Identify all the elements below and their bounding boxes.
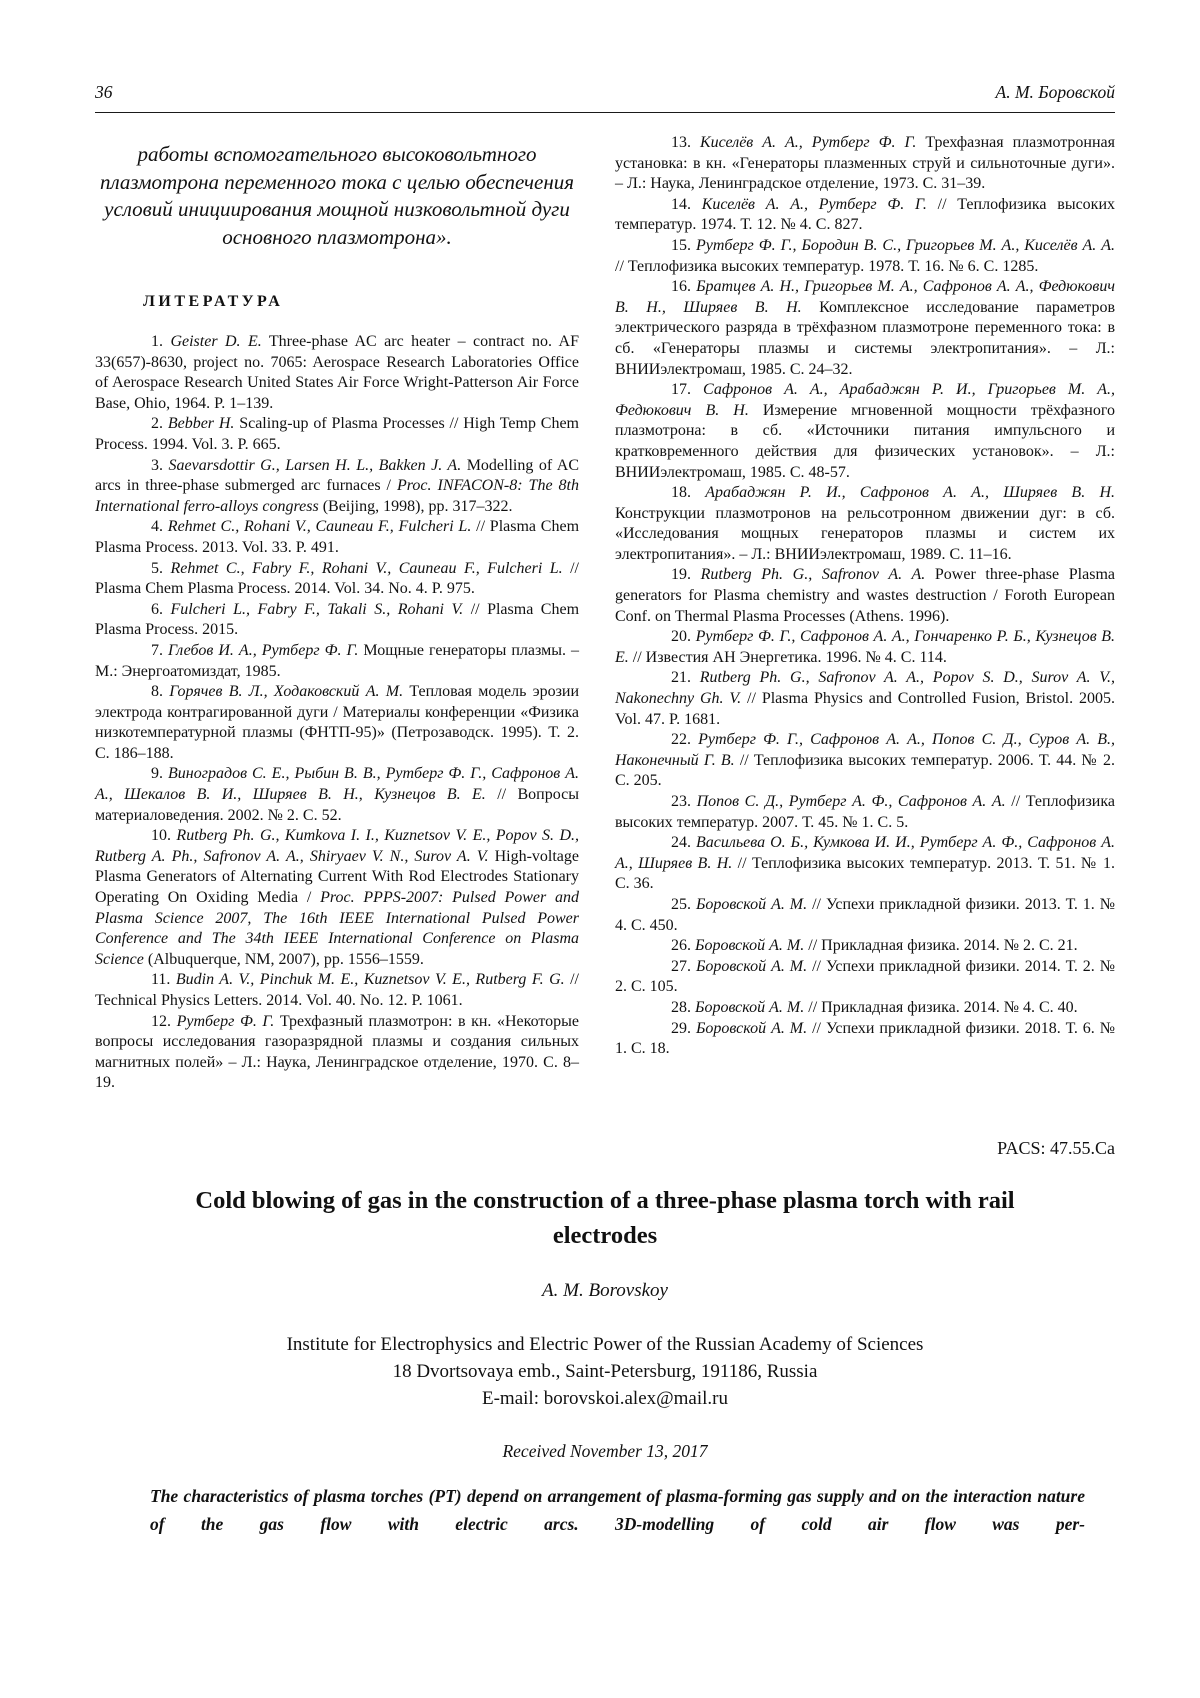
reference-item: 10. Rutberg Ph. G., Kumkova I. I., Kuznetsov V. E., Popov S. D., Rutberg A. Ph., Safronov A. A., Shiryaev V. N., Surov A. V. High-voltage Plasma Generators of Alternating Current With Rod Electrodes Stationary Operating On Oxiding Media / Proc. PPPS-2007: Pulsed Power and Plasma Science 2007, The 16th IEEE International Pulsed Power Conference and The 34th IEEE International Conference on Plasma Science (Albuquerque, NM, 2007), pp. 1556–1559. — [95, 827, 580, 968]
reference-item: 19. Rutberg Ph. G., Safronov A. A. Power three-phase Plasma generators for Plasma chemistry and wastes destruction / Foroth European Conf. on Thermal Plasma Processes (Athens. 1996). — [615, 566, 1115, 625]
running-header — [95, 82, 1115, 113]
running-head-author: А. М. Боровской — [995, 82, 1115, 102]
right-column — [615, 133, 1115, 1094]
abstract-text: The characteristics of plasma torches (PT) depend on arrangement of plasma-forming gas supply and on the interaction nature of the gas flow with electric arcs. 3D-modelling of cold air flow was per- — [150, 1485, 1085, 1534]
affiliation-block — [95, 1331, 1115, 1412]
two-column-reference-area — [95, 133, 1115, 1094]
reference-item: 16. Братцев А. Н., Григорьев М. А., Сафронов А. А., Федюкович В. Н., Ширяев В. Н. Комплексное исследование параметров электрического разряда в трёхфазном плазмотроне переменного тока: в сб. «Генераторы плазмы и системы электропитания». – Л.: ВНИИэлектромаш, 1985. С. 24–32. — [615, 278, 1115, 378]
reference-item: 20. Рутберг Ф. Г., Сафронов А. А., Гончаренко Р. Б., Кузнецов В. Е. // Известия АН Энергетика. 1996. № 4. С. 114. — [615, 628, 1116, 666]
reference-item: 9. Виноградов С. Е., Рыбин В. В., Рутберг Ф. Г., Сафронов А. А., Шекалов В. И., Ширяев В. Н., Кузнецов В. Е. // Вопросы материаловедения. 2002. № 2. С. 52. — [95, 765, 580, 824]
reference-item: 1. Geister D. E. Three-phase AC arc heater – contract no. AF 33(657)-8630, project no. 7065: Aerospace Research Laboratories Office of Aerospace Research United States Air Force Wright-Patterson Air Force Base, Ohio, 1964. P. 1–139. — [95, 333, 579, 412]
reference-item: 13. Киселёв А. А., Рутберг Ф. Г. Трехфазная плазмотронная установка: в кн. «Генераторы плазменных струй и сильноточные дуги». – Л.: Наука, Ленинградское отделение, 1973. С. 31–39. — [615, 134, 1116, 193]
reference-item: 22. Рутберг Ф. Г., Сафронов А. А., Попов С. Д., Суров А. В., Наконечный Г. В. // Теплофизика высоких температур. 2006. Т. 44. № 2. С. 205. — [615, 731, 1116, 790]
affiliation-institute: Institute for Electrophysics and Electric Power of the Russian Academy of Sciences — [286, 1333, 924, 1355]
reference-item: 18. Арабаджян Р. И., Сафронов А. А., Ширяев В. Н. Конструкции плазмотронов на рельсотронном движении дуг: в сб. «Исследования мощных генераторов плазмы и систем их электропитания». – Л.: ВНИИэлектромаш, 1989. С. 11–16. — [615, 484, 1115, 563]
affiliation-address: 18 Dvortsovaya emb., Saint-Petersburg, 191186, Russia — [392, 1360, 818, 1382]
page-number: 36 — [95, 82, 113, 102]
reference-item: 15. Рутберг Ф. Г., Бородин В. С., Григорьев М. А., Киселёв А. А. // Теплофизика высоких температур. 1978. Т. 16. № 6. С. 1285. — [615, 236, 1116, 275]
reference-item: 14. Киселёв А. А., Рутберг Ф. Г. // Теплофизика высоких температур. 1974. Т. 12. № 4. С. 827. — [615, 195, 1116, 234]
reference-item: 3. Saevarsdottir G., Larsen H. L., Bakken J. A. Modelling of AC arcs in three-phase submerged arc furnaces / Proc. INFACON-8: The 8th International ferro-alloys congress (Beijing, 1998), pp. 317–322. — [95, 456, 580, 515]
literature-heading: ЛИТЕРАТУРА — [143, 293, 284, 310]
reference-item: 26. Боровской А. М. // Прикладная физика. 2014. № 2. С. 21. — [671, 937, 1078, 955]
reference-list-left — [95, 332, 579, 1094]
reference-item: 8. Горячев В. Л., Ходаковский А. М. Тепловая модель эрозии электрода контрагированной дуги / Материалы конференции «Физика низкотемпературной плазмы (ФНТП-95)» (Петрозаводск. 1995). Т. 2. С. 186–188. — [95, 683, 580, 762]
left-column — [95, 133, 579, 1094]
reference-item: 24. Васильева О. Б., Кумкова И. И., Рутберг А. Ф., Сафронов А. А., Ширяев В. Н. // Теплофизика высоких температур. 2013. Т. 51. № 1. С. 36. — [615, 834, 1115, 893]
reference-list-right — [615, 133, 1115, 1060]
reference-item: 4. Rehmet C., Rohani V., Cauneau F., Fulcheri L. // Plasma Chem Plasma Process. 2013. Vol. 33. P. 491. — [95, 518, 580, 556]
reference-item: 2. Bebber H. Scaling-up of Plasma Processes // High Temp Chem Process. 1994. Vol. 3. P. 665. — [95, 415, 579, 453]
reference-item: 6. Fulcheri L., Fabry F., Takali S., Rohani V. // Plasma Chem Plasma Process. 2015. — [95, 600, 580, 639]
intro-quote-text: работы вспомогательного высоковольтного плазмотрона переменного тока с целью обеспечения условий инициирования мощной низковольтной дуги основного плазмотрона». — [99, 142, 575, 249]
reference-item: 7. Глебов И. А., Рутберг Ф. Г. Мощные генераторы плазмы. – М.: Энергоатомиздат, 1985. — [95, 641, 579, 680]
affiliation-email: E-mail: borovskoi.alex@mail.ru — [482, 1387, 728, 1409]
reference-item: 28. Боровской А. М. // Прикладная физика. 2014. № 4. С. 40. — [671, 998, 1078, 1016]
reference-item: 12. Рутберг Ф. Г. Трехфазный плазмотрон: в кн. «Некоторые вопросы исследования газоразрядной плазмы и создания сильных магнитных полей» – Л.: Наука, Ленинградское отделение, 1970. С. 8–19. — [95, 1012, 580, 1092]
pacs-code: PACS: 47.55.Ca — [997, 1137, 1115, 1158]
reference-item: 29. Боровской А. М. // Успехи прикладной физики. 2018. Т. 6. № 1. С. 18. — [615, 1019, 1116, 1058]
reference-item: 25. Боровской А. М. // Успехи прикладной физики. 2013. Т. 1. № 4. С. 450. — [615, 895, 1116, 934]
reference-item: 27. Боровской А. М. // Успехи прикладной физики. 2014. Т. 2. № 2. С. 105. — [615, 957, 1116, 996]
reference-item: 23. Попов С. Д., Рутберг А. Ф., Сафронов А. А. // Теплофизика высоких температур. 2007. Т. 45. № 1. С. 5. — [615, 793, 1115, 831]
article-header — [95, 1138, 1115, 1538]
article-author: A. M. Borovskoy — [542, 1279, 668, 1301]
article-title: Cold blowing of gas in the construction of a three-phase plasma torch with rail electrodes — [195, 1186, 1015, 1249]
received-date: Received November 13, 2017 — [502, 1440, 708, 1461]
reference-item: 17. Сафронов А. А., Арабаджян Р. И., Григорьев М. А., Федюкович В. Н. Измерение мгновенной мощности трёхфазного плазмотрона: в сб. «Источники питания импульсного и кратковременного действия для физических установок». – Л.: ВНИИэлектромаш, 1985. С. 48-57. — [615, 381, 1116, 481]
reference-item: 5. Rehmet C., Fabry F., Rohani V., Cauneau F., Fulcheri L. // Plasma Chem Plasma Process. 2014. Vol. 34. No. 4. P. 975. — [95, 559, 580, 598]
reference-item: 21. Rutberg Ph. G., Safronov A. A., Popov S. D., Surov A. V., Nakonechny Gh. V. // Plasma Physics and Controlled Fusion, Bristol. 2005. Vol. 47. P. 1681. — [615, 669, 1116, 728]
reference-item: 11. Budin A. V., Pinchuk M. E., Kuznetsov V. E., Rutberg F. G. // Technical Physics Letters. 2014. Vol. 40. No. 12. P. 1061. — [95, 971, 579, 1009]
